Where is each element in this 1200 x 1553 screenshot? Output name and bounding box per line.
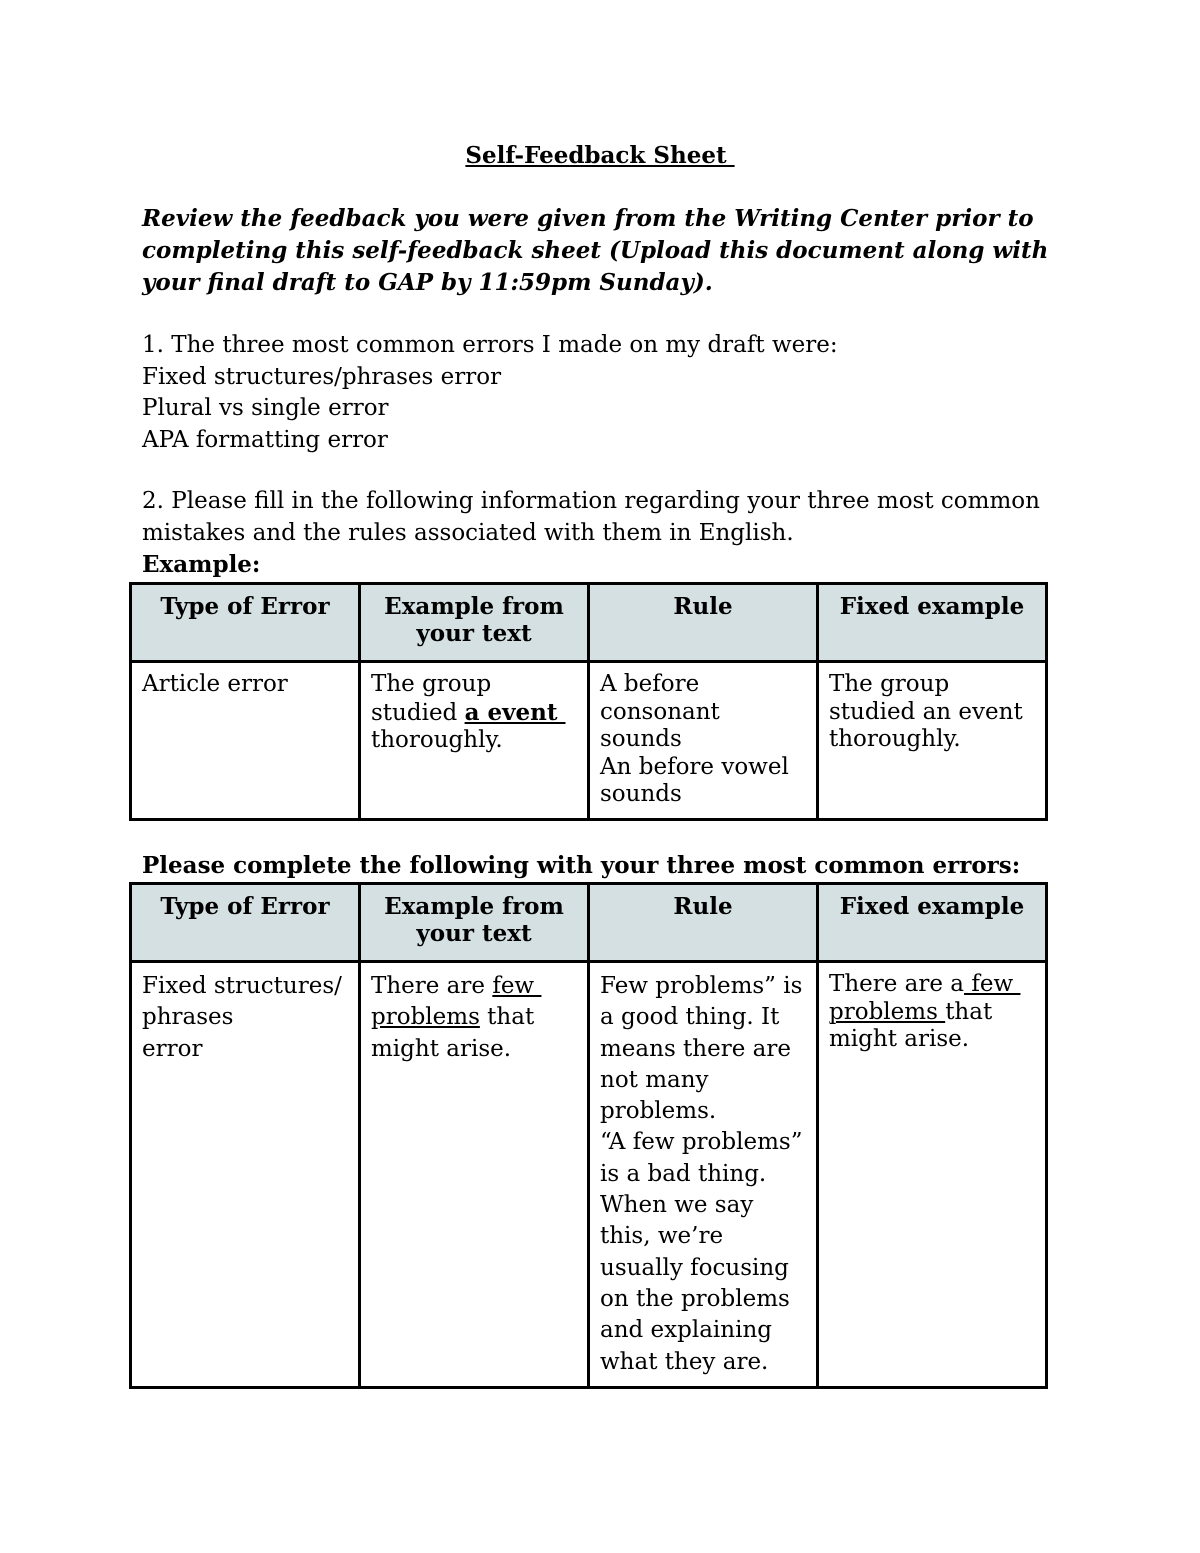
header-type-of-error: Type of Error [131,584,360,662]
question-1-prompt: 1. The three most common errors I made on my draft were: [142,332,838,358]
rule-line: A before consonant sounds [600,671,720,752]
example-text-after: thoroughly. [371,727,503,753]
header-example-from-text: Example from your text [360,884,589,962]
document-title: Self-Feedback Sheet [465,142,735,169]
example-text-before: There are [371,973,493,999]
fixed-text-highlight: problems [829,998,946,1025]
table-header-row [131,584,1047,662]
question-1-answer: APA formatting error [142,426,388,453]
question-2-prompt: 2. Please fill in the following information regarding your three most common mistakes and the rules associated with them in English. [142,488,1040,546]
table-row [131,962,1047,1388]
header-type-of-error: Type of Error [131,884,360,962]
question-2 [142,486,1052,581]
rule-line: An before vowel sounds [600,753,789,807]
header-fixed-example: Fixed example [818,584,1047,662]
fixed-text-before: There are a [829,971,965,997]
complete-label: Please complete the following with your three most common errors: [142,852,1021,879]
example-text-highlight: few [492,973,542,999]
table-header-row [131,884,1047,962]
cell-example-from-text [360,962,589,1388]
instructions-text: Review the feedback you were given from the Writing Center prior to completing this self-feedback sheet (Upload this document along with your final draft to GAP by 11:59pm Sunday). [142,205,1049,296]
rule-line: Few problems” is a good thing. It means there are not many problems. [600,973,803,1125]
header-example-from-text: Example from your text [360,584,589,662]
header-rule: Rule [589,584,818,662]
fixed-text-highlight: few [964,971,1021,997]
question-1-answer: Plural vs single error [142,395,389,421]
example-label: Example: [142,551,261,578]
question-1-answer: Fixed structures/phrases error [142,363,502,390]
cell-type-of-error: Article error [131,662,360,820]
rule-line: “A few problems” is a bad thing. When we say this, we’re usually focusing on the problems and explaining what they are. [600,1129,803,1375]
cell-type-of-error [131,962,360,1388]
type-line: Fixed structures/phrases [142,973,342,1031]
cell-example-from-text [360,662,589,820]
cell-fixed-example: The group studied an event thoroughly. [818,662,1047,820]
header-rule: Rule [589,884,818,962]
header-fixed-example: Fixed example [818,884,1047,962]
example-table [129,582,1048,821]
type-line: error [142,1035,203,1062]
table-row [131,662,1047,820]
example-text-highlight: a event [464,698,566,726]
example-text-after: that might arise. [371,1004,542,1062]
complete-table [129,882,1048,1389]
fixed-text-after: that might arise. [829,998,993,1052]
cell-rule [589,962,818,1388]
question-1 [142,330,1052,456]
example-text-highlight: problems [371,1004,480,1031]
example-text-before: The group studied [371,671,499,726]
cell-rule [589,662,818,820]
cell-fixed-example [818,962,1047,1388]
